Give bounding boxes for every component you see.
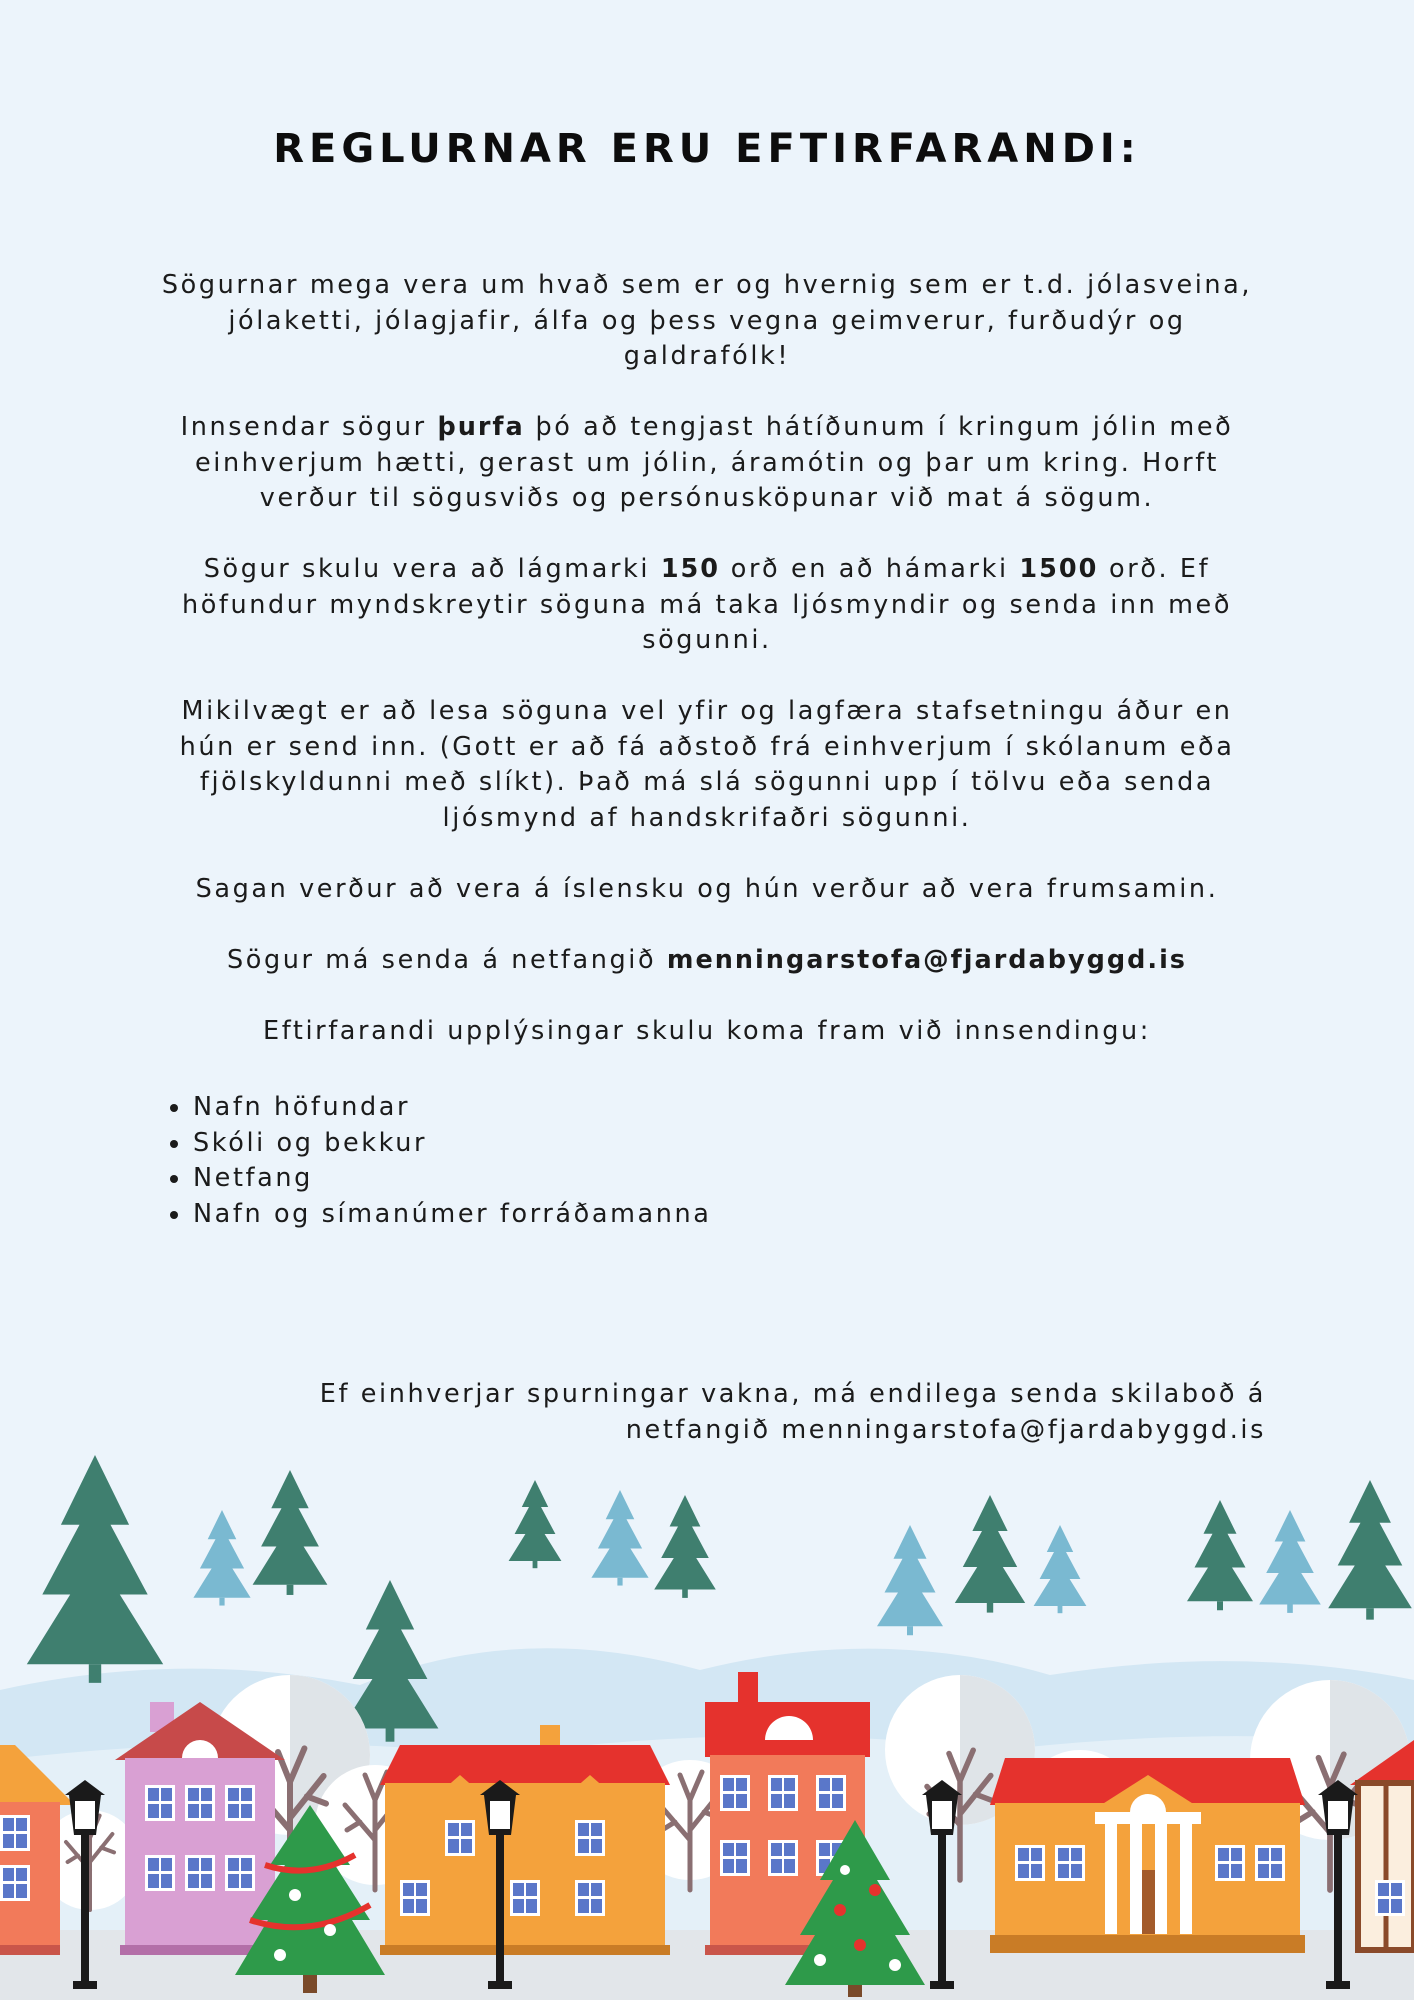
text-span: orð. Ef höfundur myndskreytir söguna má taka ljósmyndir og senda inn með sögunni.	[181, 554, 1233, 655]
emphasis: þurfa	[437, 412, 525, 442]
paragraph-word-count	[150, 552, 1264, 659]
text-span: þó að tengjast hátíðunum í kringum jólin með einhverjum hætti, gerast um jólin, áramótin og þar um kring. Horft verður til sögusviðs og persónusköpunar við mat á sögum.	[195, 412, 1234, 513]
paragraph-language: Sagan verður að vera á íslensku og hún verður að vera frumsamin.	[195, 873, 1219, 904]
house-orange-red-roof	[380, 1725, 670, 1955]
contact-email-line[interactable]: netfangið menningarstofa@fjardabyggd.is	[625, 1415, 1266, 1445]
list-item: Netfang	[193, 1161, 712, 1197]
word-min: 150	[660, 554, 721, 584]
paragraph-info-required: Eftirfarandi upplýsingar skulu koma fram við innsendingu:	[263, 1015, 1151, 1046]
rules-text	[150, 268, 1264, 1085]
page-title: REGLURNAR ERU EFTIRFARANDI:	[273, 126, 1141, 172]
text-span: orð en að hámarki	[720, 554, 1020, 584]
list-item: Nafn og símanúmer forráðamanna	[193, 1197, 712, 1233]
contact-note	[266, 1376, 1266, 1448]
pine-trees-light	[193, 1490, 1320, 1635]
text-span: Sögur má senda á netfangið	[226, 944, 667, 975]
christmas-village-illustration	[0, 1440, 1414, 2000]
paragraph-christmas-theme	[150, 410, 1264, 517]
paragraph-topics: Sögurnar mega vera um hvað sem er og hvernig sem er t.d. jólasveina, jólaketti, jólagjafir, álfa og þess vegna geimverur, furðudýr og galdrafólk!	[161, 270, 1253, 371]
text-span: Innsendar sögur	[180, 412, 438, 442]
required-info-list	[193, 1090, 712, 1232]
paragraph-proofreading: Mikilvægt er að lesa söguna vel yfir og lagfæra stafsetningu áður en hún er send inn. (Gott er að fá aðstoð frá einhverjum í skólanum eða fjölskyldunni með slíkt). Það má slá sögunni upp í tölvu eða senda ljósmynd af handskrifaðri sögunni.	[179, 696, 1235, 833]
contact-line: Ef einhverjar spurningar vakna, má endilega senda skilaboð á	[319, 1379, 1266, 1409]
submit-email-link[interactable]: menningarstofa@fjardabyggd.is	[666, 944, 1187, 975]
text-span: Sögur skulu vera að lágmarki	[203, 554, 661, 584]
list-item: Nafn höfundar	[193, 1090, 712, 1126]
list-item: Skóli og bekkur	[193, 1126, 712, 1162]
word-max: 1500	[1019, 554, 1099, 584]
paragraph-submit-email	[150, 943, 1264, 979]
house-orange-columns	[990, 1758, 1305, 1953]
